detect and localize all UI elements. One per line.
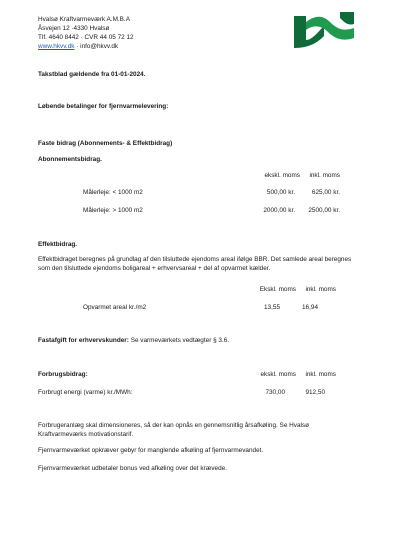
company-contact: [38, 42, 118, 51]
email-text: · info@hkvv.dk: [74, 43, 119, 50]
company-address: Åsvejen 12 ·4330 Hvalsø: [38, 25, 110, 32]
tariff-title: Takstblad gældende fra 01-01-2024.: [38, 71, 146, 78]
subscription-row-ex: 500,00 kr.: [266, 189, 295, 196]
consumption-heading: Forbrugsbidrag:: [38, 371, 88, 378]
subscription-row-in: 2500,00 kr.: [308, 207, 340, 214]
effect-row-ex: 13,55: [264, 304, 280, 311]
consumption-col-in: inkl. moms: [305, 371, 336, 378]
effect-col-ex: Ekskl. moms: [259, 286, 296, 293]
consumption-row-in: 912,50: [305, 389, 325, 396]
company-logo: [292, 10, 356, 50]
company-name: Hvalsø Kraftvarmeværk A.M.B.A: [38, 16, 130, 23]
website-link[interactable]: www.hkvv.dk: [38, 43, 75, 50]
business-fee-line: [38, 336, 229, 345]
consumption-row-label: Forbrugt energi (varme) kr./MWh:: [38, 389, 133, 396]
subscription-col-in: inkl. moms: [309, 172, 340, 179]
consumption-col-ex: ekskl. moms: [260, 371, 296, 378]
effect-heading: Effektbidrag.: [38, 241, 78, 248]
effect-row-in: 16,94: [302, 304, 318, 311]
fixed-fees-heading: Faste bidrag (Abonnements- & Effektbidrag): [38, 140, 173, 147]
subscription-row-in: 625,00 kr.: [311, 189, 340, 196]
logo-mark-right: [340, 12, 354, 25]
subscription-row-ex: 2000,00 kr.: [263, 207, 295, 214]
business-fee-text: Se varmeværkets vedtægter § 3.6.: [128, 337, 230, 344]
effect-col-in: inkl. moms: [305, 286, 336, 293]
subscription-row-label: Målerleje: > 1000 m2: [83, 207, 143, 214]
consumption-row-ex: 730,00: [265, 389, 285, 396]
business-fee-label: Fastafgift for erhvervskunder:: [38, 337, 129, 344]
running-payments-heading: Løbende betalinger for fjernvarmelevering:: [38, 103, 169, 110]
note-bonus: Fjernvarmeværket udbetaler bonus ved afkøling over det krævede.: [38, 465, 227, 472]
subscription-col-ex: ekskl. moms: [264, 172, 300, 179]
effect-row-label: Opvarmet areal kr./m2: [83, 304, 147, 311]
note-dimensioning: Forbrugeranlæg skal dimensioneres, så der kan opnås en gennemsnitlig årsafkøling. Se Hvalsø Kraftvarmeværks motivationstarif.: [38, 422, 310, 439]
effect-description: Effektbidraget beregnes på grundlag af den tilsluttede ejendoms areal ifølge BBR. Det samlede areal beregnes som den tilsluttede ejendoms boligareal + erhvervsareal + del af opvarmet kælder.: [38, 256, 352, 273]
note-fee: Fjernvarmeværket opkræver gebyr for manglende afkøling af fjernvarmevandet.: [38, 447, 264, 454]
subscription-row-label: Målerleje: < 1000 m2: [83, 189, 143, 196]
company-phone-cvr: Tlf. 4640 8442 · CVR 44 05 72 12: [38, 34, 134, 41]
subscription-heading: Abonnementsbidrag.: [38, 156, 102, 163]
